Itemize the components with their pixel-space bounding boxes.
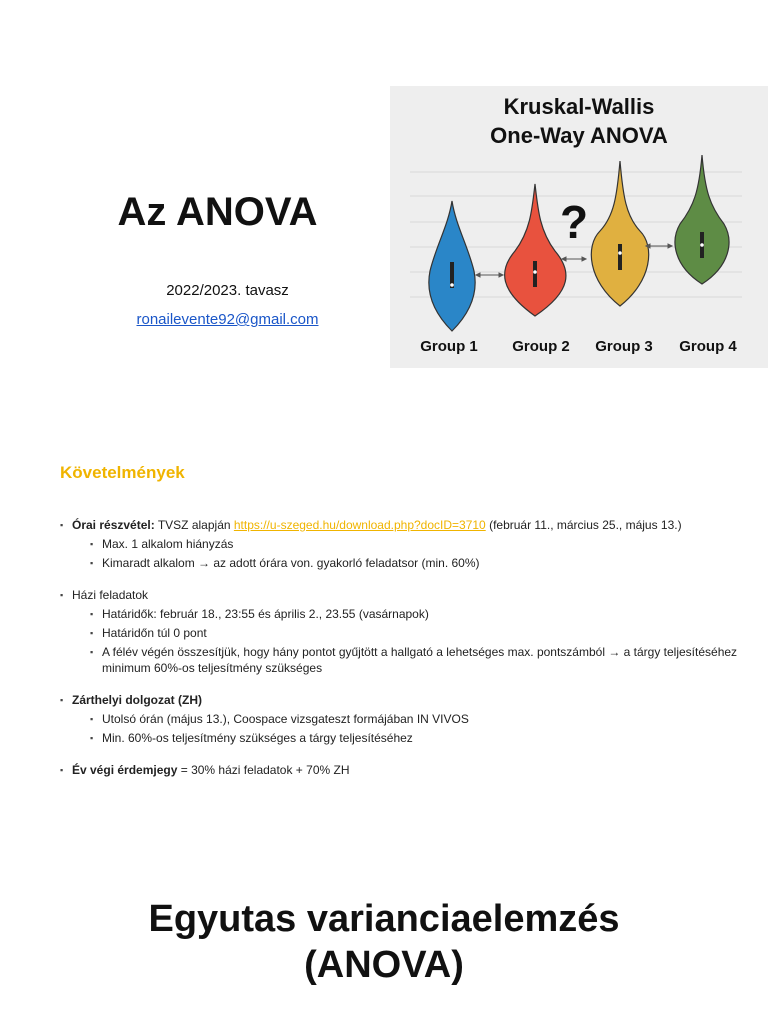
item-label: Órai részvétel: <box>72 518 155 532</box>
item-text: TVSZ alapján <box>154 518 234 532</box>
slide-title: Az ANOVA <box>117 190 318 234</box>
requirements-heading: Követelmények <box>60 463 185 482</box>
item-label: Házi feladatok <box>72 588 149 602</box>
arrowhead <box>582 257 586 261</box>
item-text: (február 11., március 25., május 13.) <box>485 518 682 532</box>
list-item <box>60 587 760 676</box>
box-group-2 <box>533 261 537 287</box>
section-title-line1: Egyutas varianciaelemzés <box>148 898 620 940</box>
figure-title-line2: One-Way ANOVA <box>490 123 668 148</box>
median-group-2 <box>533 270 537 274</box>
arrowhead <box>476 273 480 277</box>
sub-item: ▪ Utolsó órán (május 13.), Coospace vizsgateszt formájában IN VIVOS <box>72 711 760 727</box>
sub-item: ▪ Határidőn túl 0 pont <box>72 625 760 641</box>
median-group-1 <box>450 283 454 287</box>
item-text: = 30% házi feladatok + 70% ZH <box>177 763 350 777</box>
sub-item: ▪ Min. 60%-os teljesítmény szükséges a tárgy teljesítéséhez <box>72 730 760 746</box>
tick-label-group-2: Group 2 <box>512 338 570 355</box>
item-label: Év végi érdemjegy <box>72 763 178 777</box>
docid-link[interactable]: https://u-szeged.hu/download.php?docID=3710 <box>233 518 486 532</box>
section-title <box>0 896 768 988</box>
median-group-3 <box>618 251 622 255</box>
requirements-list <box>60 517 760 778</box>
sub-item: ▪ Határidők: február 18., 23:55 és április 2., 23.55 (vasárnapok) <box>72 606 760 622</box>
tick-label-group-4: Group 4 <box>679 338 737 355</box>
box-group-3 <box>618 244 622 270</box>
sub-item: ▪ A félév végén összesítjük, hogy hány pontot gyűjtött a hallgató a lehetséges max. pontszámból → a tárgy teljesítéséhez minimum 60%-os teljesítmény szükséges <box>72 644 760 676</box>
median-group-4 <box>700 243 704 247</box>
violin-group-4 <box>675 155 729 284</box>
arrowhead <box>562 257 566 261</box>
violin-figure <box>390 86 768 368</box>
email-link[interactable]: ronailevente92@gmail.com <box>136 311 319 328</box>
violin-chart <box>390 86 768 368</box>
list-item <box>60 762 760 778</box>
semester-label: 2022/2023. tavasz <box>166 282 289 299</box>
question-mark: ? <box>559 196 589 248</box>
figure-title-line1: Kruskal-Wallis <box>503 94 655 119</box>
tick-label-group-3: Group 3 <box>595 338 653 355</box>
arrowhead <box>499 273 503 277</box>
violin-group-2 <box>505 184 566 316</box>
violin-group-3 <box>591 161 648 306</box>
sub-item: ▪ Kimaradt alkalom → az adott órára von. gyakorló feladatsor (min. 60%) <box>72 555 760 571</box>
section-title-line2: (ANOVA) <box>304 944 464 986</box>
list-item <box>60 517 760 571</box>
sub-item: ▪ Max. 1 alkalom hiányzás <box>72 536 760 552</box>
list-item <box>60 692 760 746</box>
item-label: Zárthelyi dolgozat (ZH) <box>72 693 202 707</box>
tick-label-group-1: Group 1 <box>420 338 478 355</box>
